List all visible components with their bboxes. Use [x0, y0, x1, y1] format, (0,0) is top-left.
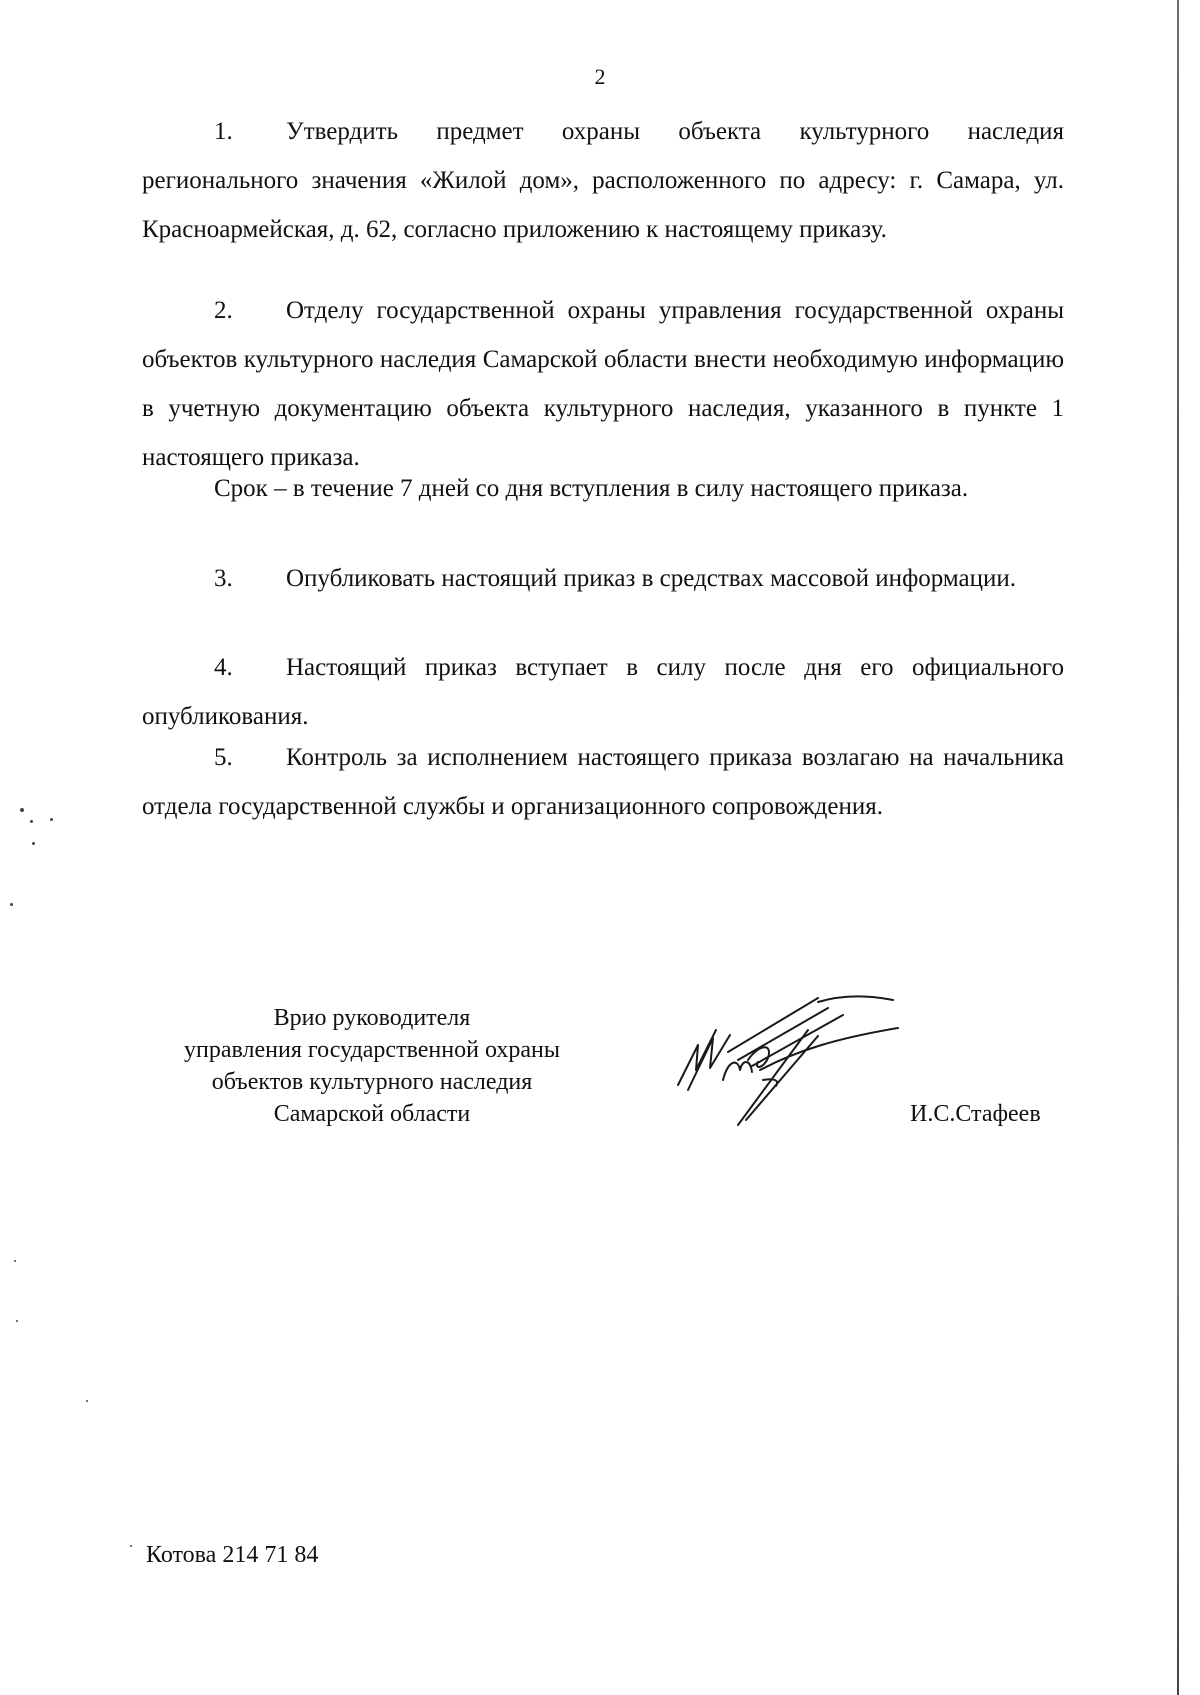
scan-edge-line	[1177, 0, 1179, 1695]
item-number: 3.	[214, 565, 233, 592]
scan-speck	[16, 1320, 18, 1322]
scan-speck	[130, 1545, 132, 1547]
item-text: Опубликовать настоящий приказ в средствах массовой информации.	[286, 565, 1017, 592]
scan-speck	[86, 1400, 88, 1402]
item-text: Контроль за исполнением настоящего приказа возлагаю на начальника отдела государственной службы и организационного сопровождения.	[142, 744, 1064, 820]
scan-speck	[20, 808, 24, 812]
item-text: Утвердить предмет охраны объекта культурного наследия регионального значения «Жилой дом», расположенного по адресу: г. Самара, ул. Красноармейская, д. 62, согласно приложению к настоящему приказу.	[142, 118, 1064, 243]
executor-contact: Котова 214 71 84	[146, 1542, 319, 1568]
item-number: 2.	[214, 297, 233, 324]
scan-speck	[30, 820, 33, 823]
order-body-5	[142, 733, 1064, 831]
signatory-title	[142, 1002, 602, 1130]
item-text: Отделу государственной охраны управления государственной охраны объектов культурного наследия Самарской области внести необходимую информацию в учетную документацию объекта культурного наследия, указанного в пункте 1 настоящего приказа.	[142, 297, 1064, 471]
order-body-2	[142, 286, 1064, 482]
signatory-title-line: Самарской области	[273, 1101, 471, 1127]
item-number: 5.	[214, 744, 233, 771]
order-item-5	[142, 733, 1064, 831]
signatory-title-line: Врио руководителя	[273, 1005, 471, 1031]
item-text: Настоящий приказ вступает в силу после дня его официального опубликования.	[142, 654, 1064, 730]
item-number: 1.	[214, 118, 233, 145]
scan-speck	[50, 818, 53, 821]
signatory-name: И.С.Стафеев	[910, 1101, 1041, 1127]
order-body-4	[142, 643, 1064, 741]
order-body-3	[142, 554, 1064, 603]
item-number: 4.	[214, 654, 233, 681]
order-item-4	[142, 643, 1064, 741]
scan-speck	[10, 903, 13, 906]
scan-speck	[32, 842, 35, 845]
deadline-text: Срок – в течение 7 дней со дня вступления в силу настоящего приказа.	[214, 475, 969, 502]
order-item-1	[142, 107, 1064, 254]
order-body	[142, 107, 1064, 254]
scan-speck	[14, 1260, 16, 1262]
order-deadline-block	[142, 464, 1064, 513]
signatory-title-line: управления государственной охраны	[184, 1037, 560, 1063]
signatory-title-line: объектов культурного наследия	[211, 1069, 533, 1095]
page-number: 2	[594, 64, 606, 89]
order-item-2	[142, 286, 1064, 482]
order-item-3	[142, 554, 1064, 603]
handwritten-signature	[668, 990, 918, 1130]
